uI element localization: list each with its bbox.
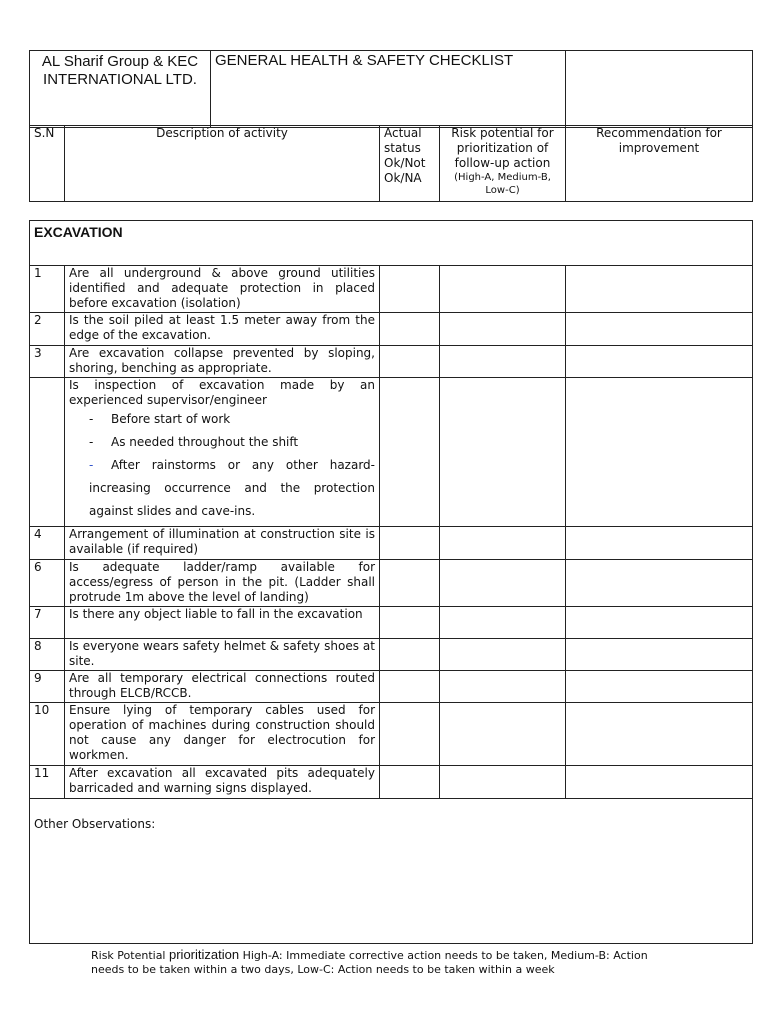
recommendation-cell[interactable] [566,607,753,639]
excavation-table [29,220,753,944]
item-sn [30,378,65,527]
item-description [65,266,380,313]
risk-cell[interactable] [440,527,566,560]
item-sn: 8 [30,639,65,671]
item-sn: 3 [30,346,65,378]
recommendation-cell[interactable] [566,639,753,671]
item-text: Is adequate ladder/ramp available for access/egress of person in the pit. (Ladder shall protrude 1m above the level of landing) [69,560,375,604]
table-row [30,527,753,560]
status-cell[interactable] [380,346,440,378]
item-sn: 10 [30,703,65,766]
sub-list [69,408,375,523]
status-cell[interactable] [380,703,440,766]
item-text: Arrangement of illumination at construction site is available (if required) [69,527,375,556]
risk-cell[interactable] [440,266,566,313]
item-description [65,607,380,639]
item-text: Ensure lying of temporary cables used for operation of machines during construction should not cause any danger for electrocution for workmen. [69,703,375,762]
table-row [30,703,753,766]
status-cell[interactable] [380,607,440,639]
item-sn: 6 [30,560,65,607]
recommendation-cell[interactable] [566,560,753,607]
item-text: Are all temporary electrical connections routed through ELCB/RCCB. [69,671,375,700]
other-observations: Other Observations: [30,799,753,944]
item-sn: 11 [30,766,65,799]
item-text: Are excavation collapse prevented by sloping, shoring, benching as appropriate. [69,346,375,375]
risk-cell[interactable] [440,346,566,378]
item-sn: 4 [30,527,65,560]
footnote-lead-big: prioritization [169,947,240,962]
header-blank-cell [566,51,753,128]
col-sn: S.N [30,126,65,202]
section-title: EXCAVATION [30,221,753,266]
risk-footnote [91,948,651,977]
column-header-table [29,125,753,202]
item-text: Are all underground & above ground utilities identified and adequate protection in placed before excavation (isolation) [69,266,375,310]
risk-cell[interactable] [440,671,566,703]
recommendation-cell[interactable] [566,766,753,799]
table-row [30,346,753,378]
item-text: Is the soil piled at least 1.5 meter away from the edge of the excavation. [69,313,375,342]
checklist-items [30,266,753,799]
status-cell[interactable] [380,671,440,703]
sub-list-item: - Before start of work [89,408,375,431]
item-description [65,527,380,560]
sub-list-item: - As needed throughout the shift [89,431,375,454]
item-text: After excavation all excavated pits adequately barricaded and warning signs displayed. [69,766,375,795]
item-sn: 9 [30,671,65,703]
recommendation-cell[interactable] [566,266,753,313]
item-sn: 7 [30,607,65,639]
status-cell[interactable] [380,766,440,799]
risk-cell[interactable] [440,639,566,671]
col-risk-scale: (High-A, Medium-B, Low-C) [454,172,551,196]
item-description [65,766,380,799]
item-text: Is everyone wears safety helmet & safety shoes at site. [69,639,375,668]
col-risk-label: Risk potential for prioritization of follow-up action [451,126,554,170]
recommendation-cell[interactable] [566,671,753,703]
recommendation-cell[interactable] [566,313,753,346]
item-sn: 1 [30,266,65,313]
table-row [30,671,753,703]
item-description [65,346,380,378]
recommendation-cell[interactable] [566,378,753,527]
item-description [65,703,380,766]
table-row [30,560,753,607]
item-description [65,560,380,607]
col-recommendation: Recommendation for improvement [566,126,753,202]
recommendation-cell[interactable] [566,527,753,560]
status-cell[interactable] [380,527,440,560]
risk-cell[interactable] [440,766,566,799]
status-cell[interactable] [380,378,440,527]
table-row [30,378,753,527]
recommendation-cell[interactable] [566,346,753,378]
status-cell[interactable] [380,266,440,313]
recommendation-cell[interactable] [566,703,753,766]
item-description [65,313,380,346]
risk-cell[interactable] [440,560,566,607]
item-text: Is inspection of excavation made by an experienced supervisor/engineer [69,378,375,407]
status-cell[interactable] [380,560,440,607]
table-row [30,313,753,346]
table-row [30,266,753,313]
item-text: Is there any object liable to fall in the excavation [69,607,363,621]
risk-cell[interactable] [440,607,566,639]
footnote-lead: Risk Potential [91,949,166,962]
col-risk [440,126,566,202]
organization-name: AL Sharif Group & KEC INTERNATIONAL LTD. [30,51,211,128]
checklist-title: GENERAL HEALTH & SAFETY CHECKLIST [211,51,566,128]
col-description: Description of activity [65,126,380,202]
item-description [65,639,380,671]
table-row [30,607,753,639]
item-description [65,378,380,527]
col-status: Actual status Ok/Not Ok/NA [380,126,440,202]
header-table [29,50,753,128]
risk-cell[interactable] [440,313,566,346]
risk-cell[interactable] [440,378,566,527]
status-cell[interactable] [380,639,440,671]
item-description [65,671,380,703]
risk-cell[interactable] [440,703,566,766]
footnote-text: High-A: Immediate corrective action needs to be taken, Medium-B: Action needs to be taken within a two days, Low-C: Action needs to be taken within a week [91,949,648,976]
table-row [30,766,753,799]
table-row [30,639,753,671]
status-cell[interactable] [380,313,440,346]
item-sn: 2 [30,313,65,346]
sub-list-item: - After rainstorms or any other hazard-increasing occurrence and the protection against slides and cave-ins. [89,454,375,523]
